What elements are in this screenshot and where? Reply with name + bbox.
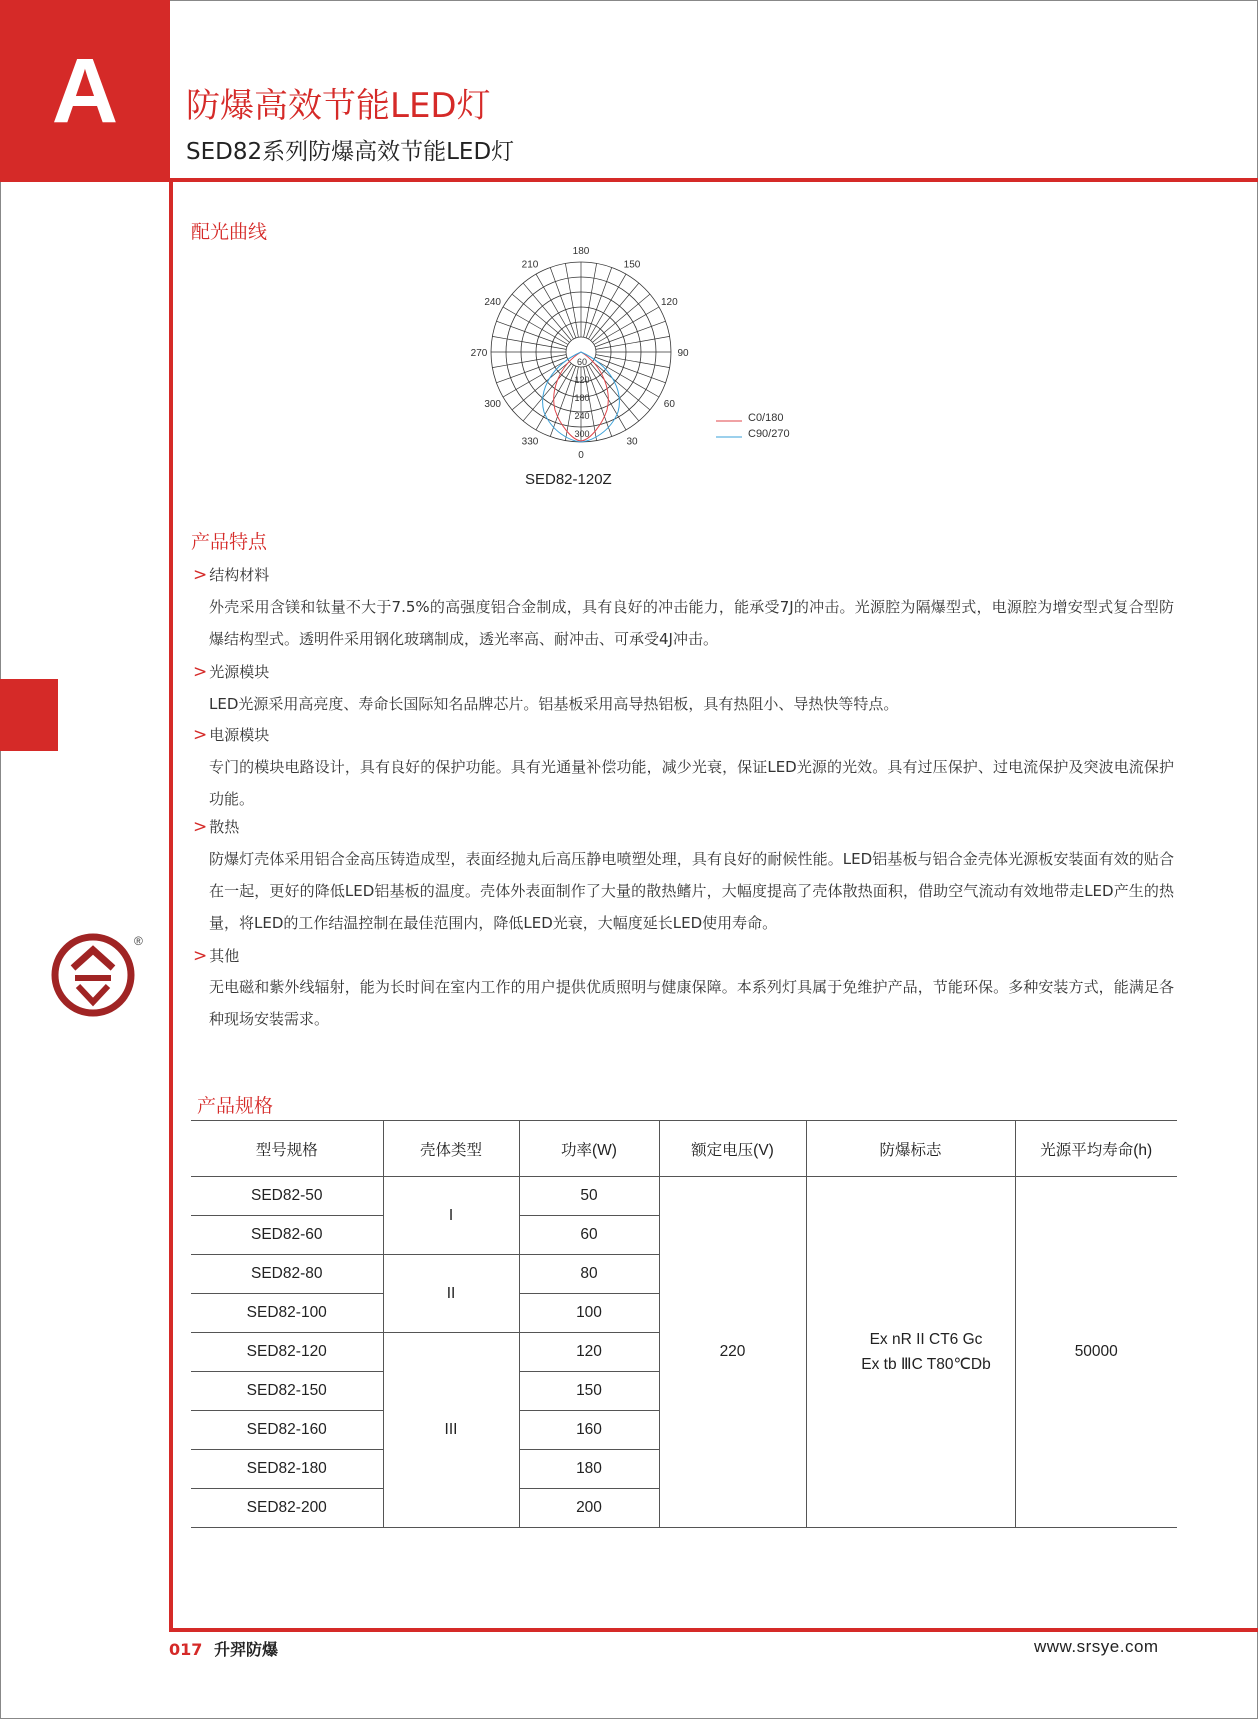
model-cell: SED82-120	[191, 1333, 383, 1372]
photometric-heading: 配光曲线	[191, 221, 268, 243]
lifetime-cell: 50000	[1015, 1177, 1177, 1528]
legend-label-c0: C0/180	[748, 412, 784, 424]
power-cell: 160	[519, 1411, 659, 1450]
angle-label: 210	[521, 259, 539, 271]
power-cell: 120	[519, 1333, 659, 1372]
col-housing: 壳体类型	[383, 1121, 519, 1177]
radial-label: 180	[574, 393, 590, 403]
power-cell: 180	[519, 1450, 659, 1489]
angle-label: 180	[572, 246, 590, 257]
content-left-rule	[169, 182, 173, 1632]
feature-text-power-module: 专门的模块电路设计，具有良好的保护功能。具有光通量补偿功能，减少光衰，保证LED光源的光效。具有过压保护、过电流保护及突波电流保护功能。	[209, 758, 1174, 808]
radial-label: 240	[574, 411, 590, 421]
feature-title-power-module: > 电源模块	[193, 725, 270, 745]
angle-label: 120	[660, 297, 678, 308]
features-heading: 产品特点	[191, 531, 268, 553]
legend-label-c90: C90/270	[748, 428, 790, 440]
angle-label: 30	[626, 436, 638, 448]
power-cell: 50	[519, 1177, 659, 1216]
voltage-cell: 220	[659, 1177, 806, 1528]
ex-mark-cell: Ex nR II CT6 Gc Ex tb ⅢC T80℃Db	[806, 1177, 1015, 1528]
side-tab	[0, 679, 58, 751]
spec-table	[191, 1120, 1177, 1528]
col-power: 功率(W)	[519, 1121, 659, 1177]
housing-cell: III	[383, 1333, 519, 1528]
feature-text-structure: 外壳采用含镁和钛量不大于7.5%的高强度铝合金制成，具有良好的冲击能力，能承受7J的冲击。光源腔为隔爆型式，电源腔为增安型式复合型防爆结构型式。透明件采用钢化玻璃制成，透光率高、耐冲击、可承受4J冲击。	[209, 598, 1174, 648]
section-letter: A	[51, 40, 119, 142]
spec-header-row	[191, 1121, 1177, 1177]
page-title: 防爆高效节能LED灯	[186, 86, 491, 126]
power-cell: 80	[519, 1255, 659, 1294]
feature-title-light-module: > 光源模块	[193, 662, 270, 682]
angle-label: 240	[484, 297, 502, 308]
col-voltage: 额定电压(V)	[659, 1121, 806, 1177]
housing-cell: II	[383, 1255, 519, 1333]
model-cell: SED82-180	[191, 1450, 383, 1489]
model-cell: SED82-80	[191, 1255, 383, 1294]
power-cell: 200	[519, 1489, 659, 1528]
polar-caption: SED82-120Z	[525, 471, 612, 488]
col-lifetime: 光源平均寿命(h)	[1015, 1121, 1177, 1177]
angle-label: 150	[623, 259, 641, 271]
angle-label: 270	[470, 348, 488, 359]
radial-label: 300	[574, 429, 590, 439]
model-cell: SED82-200	[191, 1489, 383, 1528]
power-cell: 60	[519, 1216, 659, 1255]
feature-title-structure: > 结构材料	[193, 565, 270, 585]
col-ex-mark: 防爆标志	[806, 1121, 1015, 1177]
svg-text:®: ®	[134, 934, 143, 948]
power-cell: 100	[519, 1294, 659, 1333]
polar-spoke	[512, 362, 569, 410]
model-cell: SED82-150	[191, 1372, 383, 1411]
footer-page	[169, 1637, 278, 1660]
angle-label: 60	[663, 399, 675, 410]
feature-text-other: 无电磁和紫外线辐射，能为长时间在室内工作的用户提供优质照明与健康保障。本系列灯具属于免维护产品，节能环保。多种安装方式，能满足各种现场安装需求。	[209, 978, 1174, 1028]
model-cell: SED82-60	[191, 1216, 383, 1255]
specs-heading: 产品规格	[197, 1095, 274, 1117]
angle-label: 0	[578, 450, 584, 461]
model-cell: SED82-100	[191, 1294, 383, 1333]
section-letter-block	[0, 0, 170, 182]
polar-spoke	[591, 283, 639, 340]
table-row	[191, 1177, 1177, 1216]
feature-text-heat: 防爆灯壳体采用铝合金高压铸造成型，表面经抛丸后高压静电喷塑处理，具有良好的耐候性能。LED铝基板与铝合金壳体光源板安装面有效的贴合在一起，更好的降低LED铝基板的温度。壳体外表面制作了大量的散热鳍片，大幅度提高了壳体散热面积，借助空气流动有效地带走LED产生的热量，将LED的工作结温控制在最佳范围内，降低LED光衰，大幅度延长LED使用寿命。	[209, 850, 1174, 932]
polar-spoke	[592, 362, 649, 410]
feature-title-heat: > 散热	[193, 817, 240, 837]
polar-spoke	[512, 294, 569, 342]
header-rule	[170, 178, 1258, 182]
angle-label: 330	[521, 436, 539, 448]
angle-label: 300	[484, 399, 502, 410]
power-cell: 150	[519, 1372, 659, 1411]
brand-name: 升羿防爆	[213, 1640, 278, 1659]
page-subtitle: SED82系列防爆高效节能LED灯	[186, 139, 515, 165]
housing-cell: I	[383, 1177, 519, 1255]
website-link[interactable]: www.srsye.com	[1034, 1637, 1159, 1656]
polar-spoke	[592, 294, 649, 342]
radial-label: 120	[574, 375, 590, 385]
content-bottom-rule	[169, 1628, 1258, 1632]
col-model: 型号规格	[191, 1121, 383, 1177]
polar-spoke	[523, 363, 571, 420]
model-cell: SED82-160	[191, 1411, 383, 1450]
polar-diagram	[460, 240, 700, 465]
radial-label: 60	[576, 357, 588, 367]
angle-label: 90	[677, 348, 689, 359]
brand-logo	[48, 930, 148, 1020]
polar-spoke	[591, 363, 639, 420]
feature-title-other: > 其他	[193, 946, 240, 966]
model-cell: SED82-50	[191, 1177, 383, 1216]
page-number: 017	[169, 1640, 203, 1659]
feature-text-light-module: LED光源采用高亮度、寿命长国际知名品牌芯片。铝基板采用高导热铝板，具有热阻小、导热快等特点。	[209, 695, 899, 713]
polar-spoke	[523, 283, 571, 340]
